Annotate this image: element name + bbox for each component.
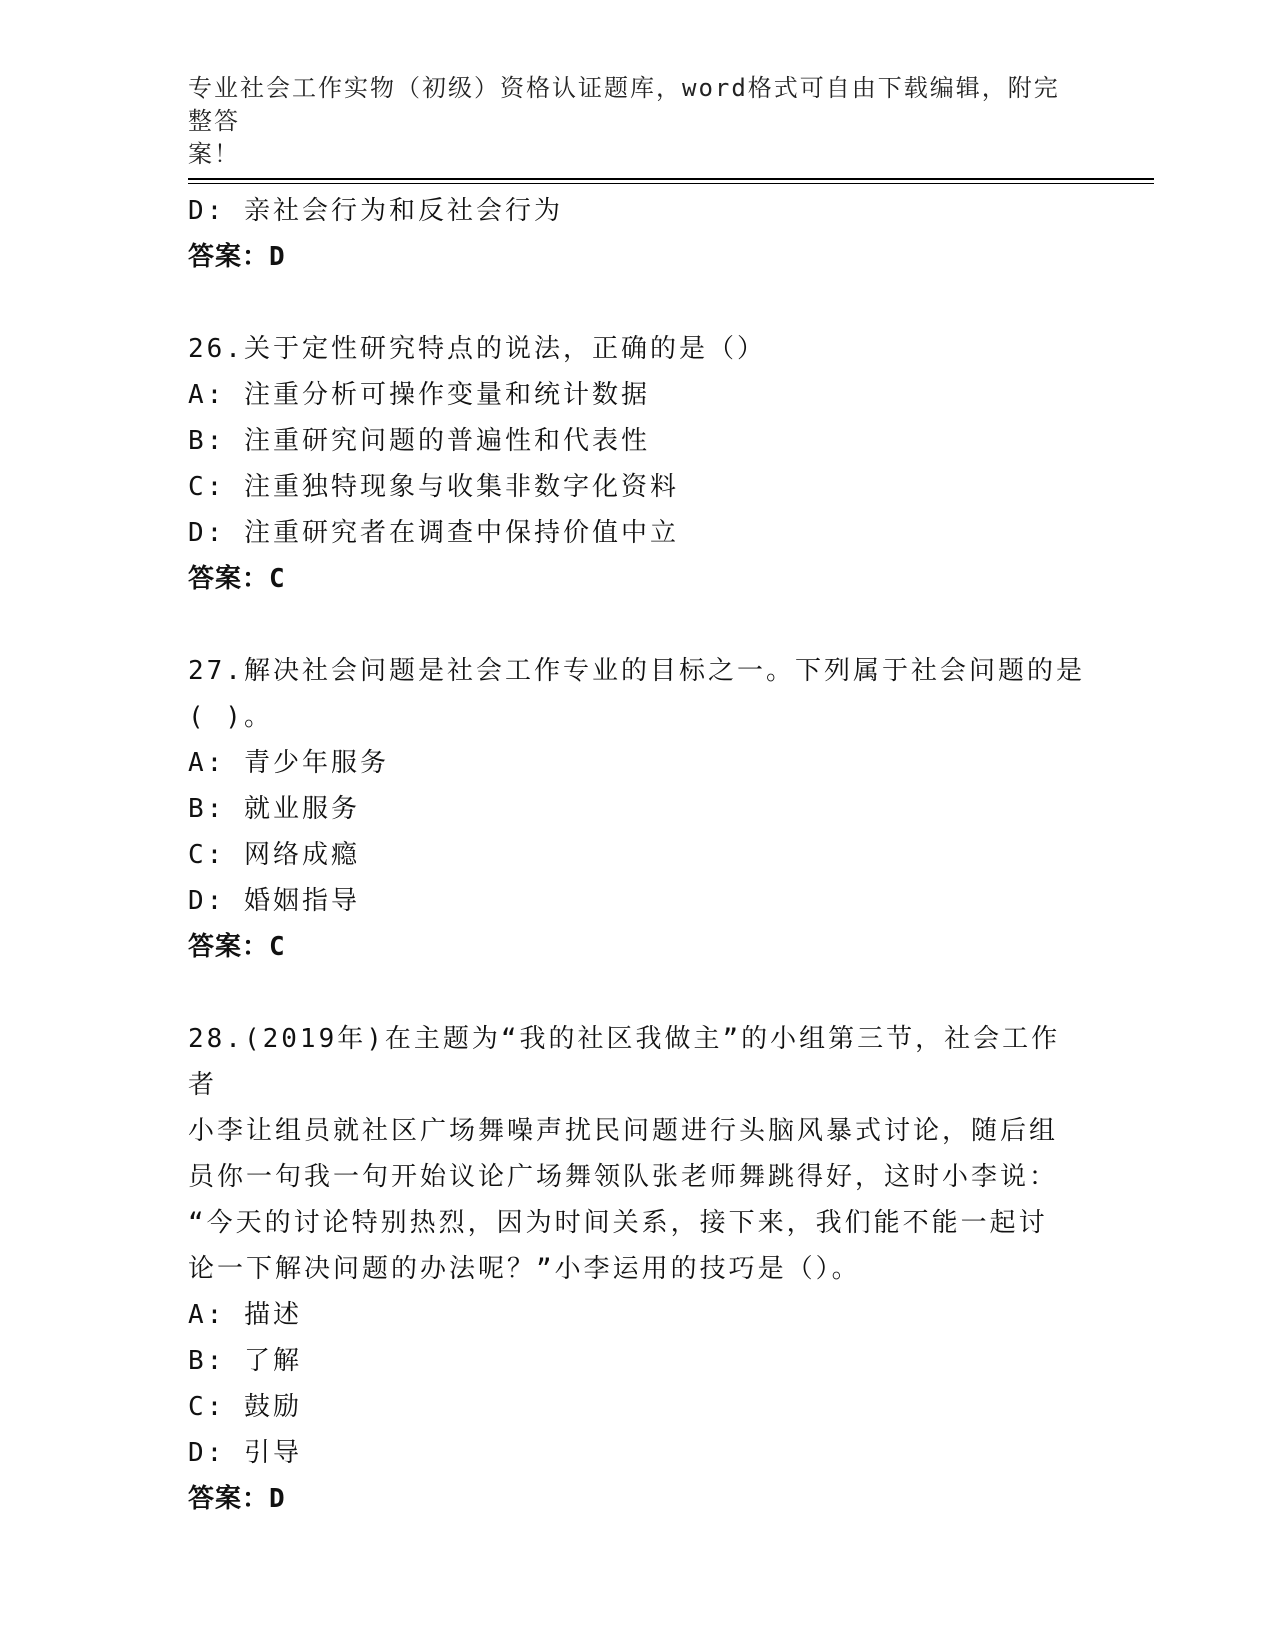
answer-label: 答案：D [188,242,286,272]
header-line-1: 专业社会工作实物（初级）资格认证题库，word格式可自由下载编辑，附完整答 [188,74,1060,135]
question-stem-line: 小李让组员就社区广场舞噪声扰民问题进行头脑风暴式讨论，随后组 [188,1116,1059,1146]
question-27 [188,648,1088,970]
header-line-2: 案！ [188,140,240,168]
option-a: A: 青少年服务 [188,748,389,778]
option-d: D: 亲社会行为和反社会行为 [188,196,563,226]
option-b: B: 注重研究问题的普遍性和代表性 [188,426,650,456]
option-b: B: 了解 [188,1346,302,1376]
question-stem-line: “今天的讨论特别热烈，因为时间关系，接下来，我们能不能一起讨 [188,1208,1048,1238]
header-divider-thick [188,178,1154,180]
header-divider-thin [188,183,1154,184]
question-stem-line: 26.关于定性研究特点的说法，正确的是（） [188,334,766,364]
option-d: D: 婚姻指导 [188,886,360,916]
prev-question-tail [188,188,1088,280]
question-stem-line: 28.(2019年)在主题为“我的社区我做主”的小组第三节，社会工作者 [188,1024,1061,1100]
question-list [188,188,1088,1522]
spacer [188,970,1088,1016]
question-stem-line: 论一下解决问题的办法呢？”小李运用的技巧是（）。 [188,1254,861,1284]
option-c: C: 鼓励 [188,1392,302,1422]
question-stem-line: 27.解决社会问题是社会工作专业的目标之一。下列属于社会问题的是 [188,656,1085,686]
spacer [188,280,1088,326]
option-d: D: 注重研究者在调查中保持价值中立 [188,518,679,548]
spacer [188,602,1088,648]
option-c: C: 注重独特现象与收集非数字化资料 [188,472,679,502]
option-c: C: 网络成瘾 [188,840,360,870]
answer-label: 答案：D [188,1484,286,1514]
option-a: A: 注重分析可操作变量和统计数据 [188,380,650,410]
answer-label: 答案：C [188,564,286,594]
document-header [188,72,1068,171]
option-b: B: 就业服务 [188,794,360,824]
question-stem-line: 员你一句我一句开始议论广场舞领队张老师舞跳得好，这时小李说： [188,1162,1059,1192]
option-d: D: 引导 [188,1438,302,1468]
question-stem-line: ( )。 [188,702,273,732]
option-a: A: 描述 [188,1300,302,1330]
question-26 [188,326,1088,602]
question-28 [188,1016,1088,1522]
answer-label: 答案：C [188,932,286,962]
